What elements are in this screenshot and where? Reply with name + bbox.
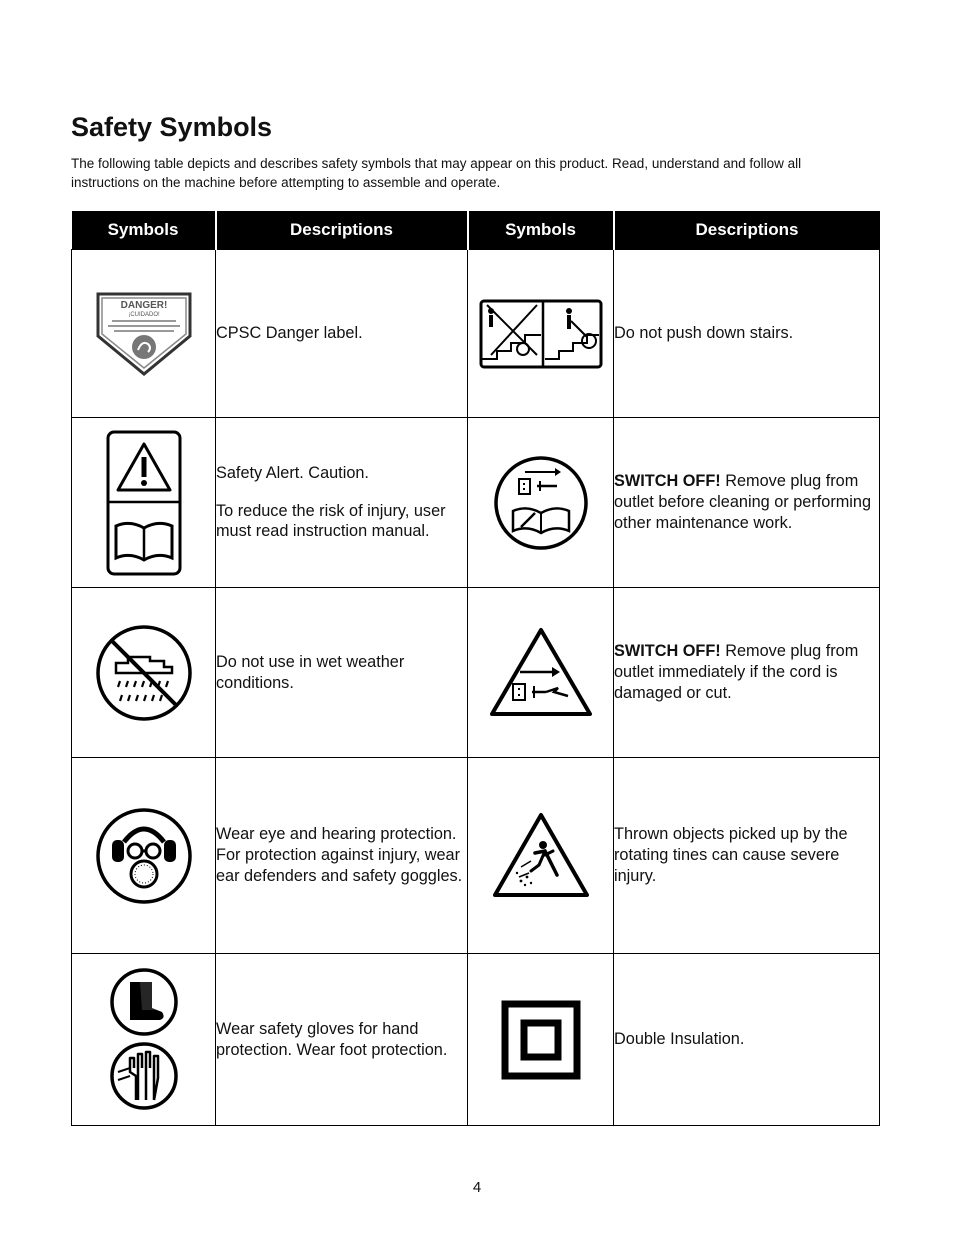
description-cell xyxy=(216,758,468,954)
header-symbols-2: Symbols xyxy=(468,211,614,250)
cpsc-label-subheading: ¡CUIDADO! xyxy=(127,311,160,318)
description-text: Wear safety gloves for hand protection. Wear foot protection. xyxy=(216,1019,448,1059)
description-text: Do not push down stairs. xyxy=(614,324,794,343)
table-header-row xyxy=(72,211,880,250)
switch-off-label: SWITCH OFF! xyxy=(614,642,721,661)
description-text: Thrown objects picked up by the rotating tines can cause severe injury. xyxy=(614,825,848,885)
safety-symbols-table xyxy=(71,211,880,1126)
intro-paragraph: The following table depicts and describes safety symbols that may appear on this product. Read, understand and follow all instructions on the machine before attempting to assemble and operate. xyxy=(71,156,802,190)
symbol-cell xyxy=(72,954,216,1126)
symbol-cell xyxy=(72,758,216,954)
unplug-damaged-cord-icon xyxy=(488,626,594,720)
switch-off-label: SWITCH OFF! xyxy=(614,472,721,491)
header-symbols-1: Symbols xyxy=(72,211,216,250)
symbol-cell xyxy=(72,418,216,588)
no-push-down-stairs-icon xyxy=(479,299,603,369)
safety-alert-manual-icon xyxy=(106,430,182,576)
table-row xyxy=(72,758,880,954)
table-row xyxy=(72,250,880,418)
eye-hearing-protection-icon xyxy=(94,806,194,906)
description-cell xyxy=(614,758,880,954)
description-text-2: To reduce the risk of injury, user must read instruction manual. xyxy=(216,501,446,541)
table-row xyxy=(72,588,880,758)
description-cell xyxy=(614,250,880,418)
description-cell xyxy=(216,588,468,758)
cpsc-danger-label-icon xyxy=(94,292,194,376)
description-text: Double Insulation. xyxy=(614,1030,745,1049)
table-row xyxy=(72,418,880,588)
description-text: Wear eye and hearing protection. For protection against injury, wear ear defenders and safety goggles. xyxy=(216,825,463,885)
double-insulation-icon xyxy=(501,1000,581,1080)
symbol-cell xyxy=(468,954,614,1126)
description-text: CPSC Danger label. xyxy=(216,324,363,343)
description-text: Remove plug from outlet before cleaning or performing other maintenance work. xyxy=(614,472,872,532)
description-cell xyxy=(614,588,880,758)
description-cell xyxy=(614,418,880,588)
thrown-objects-warning-icon xyxy=(491,811,591,901)
symbol-cell xyxy=(72,250,216,418)
symbol-cell xyxy=(468,758,614,954)
description-cell xyxy=(614,954,880,1126)
header-descriptions-1: Descriptions xyxy=(216,211,468,250)
description-cell xyxy=(216,954,468,1126)
description-text: Safety Alert. Caution. xyxy=(216,463,369,482)
gloves-boots-protection-icon xyxy=(108,968,180,1112)
description-cell xyxy=(216,418,468,588)
symbol-cell xyxy=(72,588,216,758)
header-descriptions-2: Descriptions xyxy=(614,211,880,250)
unplug-before-maintenance-icon xyxy=(493,455,589,551)
description-text: Do not use in wet weather conditions. xyxy=(216,652,405,692)
symbol-cell xyxy=(468,418,614,588)
cpsc-label-heading: DANGER! xyxy=(120,299,167,311)
table-row xyxy=(72,954,880,1126)
symbol-cell xyxy=(468,250,614,418)
symbol-cell xyxy=(468,588,614,758)
page-title: Safety Symbols xyxy=(71,112,273,142)
description-cell xyxy=(216,250,468,418)
description-text: Remove plug from outlet immediately if the cord is damaged or cut. xyxy=(614,642,859,702)
page-number: 4 xyxy=(472,1179,482,1196)
no-wet-weather-icon xyxy=(94,623,194,723)
